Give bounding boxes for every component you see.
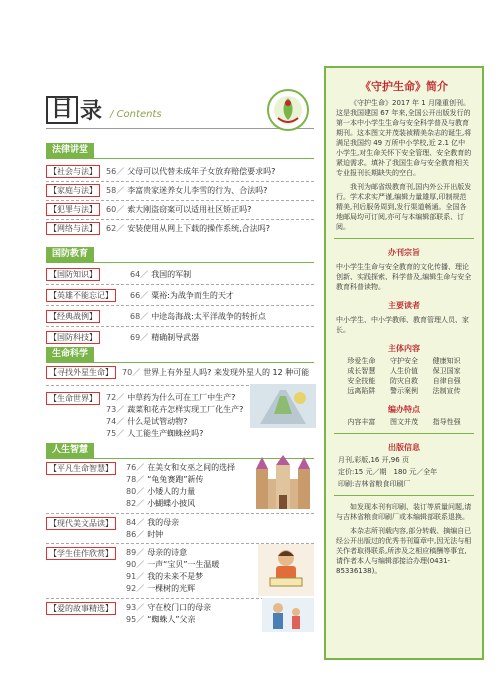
category-tag: 【现代美文品读】 [46,517,116,530]
content-item: 保卫国家 [432,367,461,375]
list-item [46,289,316,302]
intro-paragraph-1: 《守护生命》2017 年 1 月隆重创刊。这是我国建国 67 年来,全国公开出版发行的第一本中小学生生命与安全科学普及与教育期刊。这本图文并茂装祯精美杂志的诞生,将满足我国约 49 万所中小学校,近 2.1 亿中小学生,对生命关怀下安全管理、安全教育的紧迫需求。填补了我国生命与安全教育相关专业报刊长期缺失的空白。 [336,99,472,177]
list-item [46,165,316,178]
list-item [46,331,316,344]
article-title: 中草药为什么可在工厂中生产? [127,393,236,402]
article-title: “龟兔赛跑”新传 [147,475,204,484]
pub-price: 定价:15 元／期 180 元／全年 [338,468,438,476]
category-tag: 【犯罪与法】 [46,203,100,216]
category-tag: 【家庭与法】 [46,184,100,197]
list-item [126,614,195,625]
article-title: 一声“宝贝”一生温暖 [147,560,220,569]
panel-divider [334,495,474,496]
section-rule [46,262,314,263]
page-number: 62／ [106,224,125,233]
list-item [106,404,243,415]
list-item [126,583,195,594]
page-number: 56／ [106,167,125,176]
toc-title [46,96,162,124]
lab-flask-illustration [250,384,316,428]
category-tag: 【爱的故事精选】 [46,602,116,615]
article-title: 守在校门口的母亲 [147,603,212,612]
category-tag: 【平凡生命智慧】 [46,462,116,475]
page-number: 60／ [106,205,125,214]
divider [46,284,314,285]
list-item [46,184,316,197]
article-title: 中途岛海战:太平洋战争的转折点 [151,312,266,321]
article-title: 蔬菜和花卉怎样实现工厂化生产? [127,405,244,414]
family-illustration [262,598,314,632]
divider [46,181,314,182]
content-item: 珍爱生命 [347,357,376,365]
category-tag: 【生命世界】 [46,392,100,405]
content-grid [340,356,468,396]
pub-printer: 印刷:吉林省粮食印刷厂 [338,480,411,488]
category-tag: 【寻找外星生命】 [46,366,116,379]
page-number: 69／ [130,333,149,342]
section-rule [46,362,314,363]
copyright-note: 本杂志所刊载内容,部分转载、摘编自已经公开出版过的优秀书刊篇章中,因无法与相关作者取得联系,所涉及之相应稿酬等事宜,请作者本人与编辑部接洽办理(0431-85336138)。 [336,527,472,575]
title-sub: / Contents [110,109,162,120]
list-item [46,222,316,235]
features-heading: 编办特点 [388,405,420,414]
list-item [106,416,187,427]
page-number: 78／ [126,475,145,484]
article-title: 在美女和女巫之间的选择 [147,463,236,472]
page-number: 70／ [122,368,141,377]
panel-title: 《守护生命》简介 [360,80,448,93]
list-item [126,571,203,582]
section-rule [46,158,314,159]
content-item: 成长智慧 [347,367,376,375]
divider [46,219,314,220]
list-item [106,392,235,403]
content-item: 人生价值 [389,367,418,375]
divider [46,305,314,306]
article-title: 一棵树的光辉 [147,584,196,593]
article-title: 时钟 [147,530,164,539]
page-number: 82／ [126,499,145,508]
page-number: 89／ [126,548,145,557]
article-title: 李富贵家迷养女儿李雪的行为、合法吗? [127,186,268,195]
category-tag: 【国防科技】 [46,331,100,344]
section-header-lifescience: 生命科学 [46,347,94,362]
article-title: 精确制导武器 [151,333,200,342]
content-item: 安全技能 [347,377,376,385]
list-item [126,517,179,528]
panel-divider [334,238,474,239]
page-number: 76／ [126,463,145,472]
category-tag: 【学生佳作欣赏】 [46,547,116,560]
magazine-logo-icon [266,88,310,132]
divider [46,513,314,514]
features-grid [340,417,468,427]
list-item [126,462,235,473]
group-category [46,392,106,405]
article-title: 安装使用从网上下载的操作系统,合法吗? [127,224,270,233]
title-char-1: 目 [46,96,78,124]
content-item: 远离陷阱 [347,387,376,395]
article-title: 我的母亲 [147,518,180,527]
group-category [46,602,126,615]
page-number: 95／ [126,615,145,624]
divider [46,326,314,327]
group-category [46,517,126,530]
page-number: 86／ [126,530,145,539]
article-title: 小矮人的力量 [147,487,196,496]
group-category [46,462,126,475]
article-title: 我国的军制 [151,270,192,279]
castle-illustration [250,455,316,511]
page-number: 74／ [106,417,125,426]
article-title: 粟裕:为战争而生的天才 [151,291,234,300]
section-header-wisdom: 人生智慧 [46,443,94,458]
page-number: 68／ [130,312,149,321]
page-number: 64／ [130,270,149,279]
intro-paragraph-2: 我刊为邮省级教育刊,国内外公开出版发行。学术求实严谨,编辑力量雄厚,印制规范精美,刊后服务周到,发行渠道畅通。全国各地邮局均可订阅,亦可与本编辑部联系、订阅。 [336,183,472,231]
section-header-law: 法律讲堂 [46,143,94,158]
list-item [46,310,316,323]
magazine-intro-panel [324,66,484,660]
list-item [126,474,203,485]
page-number: 80／ [126,487,145,496]
article-title: 母亲的诗意 [147,548,188,557]
article-title: 人工能生产蜘蛛丝吗? [127,429,204,438]
category-tag: 【国防知识】 [46,268,100,281]
article-title: 索大刚盗窃案可以适用社区矫正吗? [127,205,252,214]
article-title: 世界上有外星人吗? 来发现外星人的 12 种可能 [143,368,310,377]
section-header-defense: 国防教育 [46,247,94,262]
list-item [46,203,316,216]
content-item: 防灾自救 [389,377,418,385]
category-tag: 【网络与法】 [46,222,100,235]
list-item [126,486,195,497]
page-number: 58／ [106,186,125,195]
reading-child-illustration [258,544,314,596]
content-item: 健康知识 [432,357,461,365]
article-title: 什么是试管动物? [127,417,188,426]
readers-text: 中小学生、中小学教师、教育管理人员、家长。 [336,316,469,334]
page-number: 72／ [106,393,125,402]
page-number: 91／ [126,572,145,581]
feature-item: 内容丰富 [347,418,376,426]
group-category [46,547,126,560]
page-number: 90／ [126,560,145,569]
purpose-text: 中小学生生命与安全教育的文化传播、理论创新、实践探索、科学普及,编辑生命与安全教育科普读物。 [336,263,472,291]
content-item: 警示案例 [389,387,418,395]
pub-format: 月刊,彩版,16 开,96 页 [338,456,409,464]
list-item [126,559,219,570]
page-number: 75／ [106,429,125,438]
article-title: 我的未来不是梦 [147,572,204,581]
readers-heading: 主要读者 [388,301,420,310]
feature-item: 图文并茂 [389,418,418,426]
title-char-2: 录 [80,99,103,124]
content-heading: 主体内容 [388,344,420,353]
article-title: 父母可以代替未成年子女放弃赔偿要求吗? [127,167,276,176]
content-item: 法制宣传 [432,387,461,395]
list-item [46,268,316,281]
page-number: 93／ [126,603,145,612]
page-number: 92／ [126,584,145,593]
panel-divider [334,433,474,434]
list-item [126,529,163,540]
quality-note: 如发现本刊有印刷、装订等质量问题,请与吉林省粮食印刷厂或本编辑部联系退换。 [336,503,472,521]
list-item [126,602,211,613]
page-number: 73／ [106,405,125,414]
list-item [106,428,203,439]
page-number: 66／ [130,291,149,300]
article-title: “蜘蛛人”父亲 [147,615,196,624]
article-title: 小蝴蝶小披风 [147,499,196,508]
divider [46,200,314,201]
content-item: 守护安全 [389,357,418,365]
feature-item: 指导性强 [432,418,461,426]
category-tag: 【英雄不能忘记】 [46,289,116,302]
content-item: 自律自强 [432,377,461,385]
page-number: 84／ [126,518,145,527]
purpose-heading: 办刊宗旨 [388,248,420,257]
pub-heading: 出版信息 [388,443,420,452]
category-tag: 【经典战例】 [46,310,100,323]
list-item [126,547,187,558]
list-item [46,366,316,379]
list-item [126,498,195,509]
category-tag: 【社会与法】 [46,165,100,178]
